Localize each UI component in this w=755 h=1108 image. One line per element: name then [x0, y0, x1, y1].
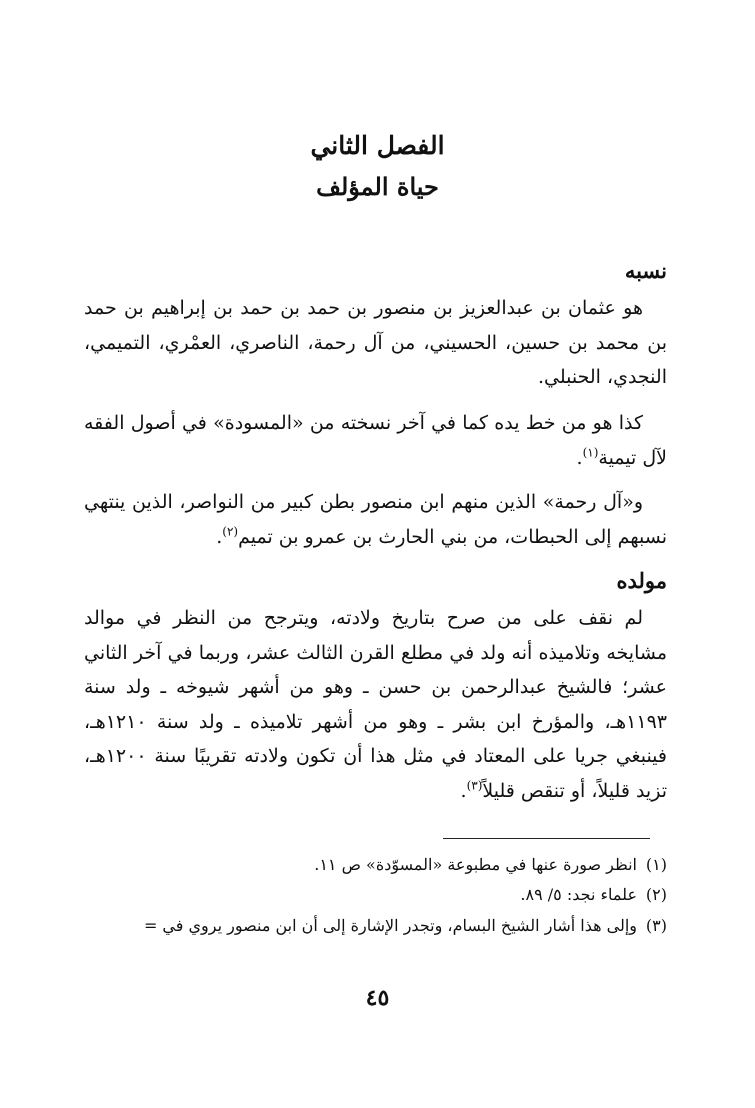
chapter-subtitle: حياة المؤلف	[316, 172, 439, 201]
section-heading-lineage: نسبه	[624, 258, 667, 283]
paragraph-lineage-1	[84, 291, 667, 395]
footnote-divider	[443, 838, 650, 839]
paragraph-text: لم نقف على من صرح بتاريخ ولادته، ويترجح من النظر في موالد مشايخه وتلاميذه أنه ولد في مطلع القرن الثالث عشر، وربما في آخر الثاني عشر؛ فالشيخ عبدالرحمن بن حسن ـ وهو من أشهر شيوخه ـ ولد سنة ١١٩٣هـ، والمؤرخ ابن بشر ـ وهو من أشهر تلاميذه ـ ولد سنة ١٢١٠هـ، فينبغي جريا على المعتاد في مثل هذا أن تكون ولادته تقريبًا سنة ١٢٠٠هـ، تزيد قليلاً، أو تنقص قليلاً	[84, 607, 667, 802]
footnote-number: (٢)	[645, 885, 667, 904]
paragraph-end: .	[460, 779, 467, 802]
footnote-number: (٣)	[645, 916, 667, 935]
footnote-text: وإلى هذا أشار الشيخ البسام، وتجدر الإشارة إلى أن ابن منصور يروي في =	[143, 916, 637, 935]
footnote-3	[84, 912, 667, 940]
paragraph-text: هو عثمان بن عبدالعزيز بن منصور بن حمد بن حمد بن إبراهيم بن حمد بن محمد بن حسين، الحسيني، من آل رحمة، الناصري، العمْري، التميمي، النجدي، الحنبلي.	[84, 297, 667, 388]
section-heading-birth: مولده	[616, 568, 667, 593]
paragraph-end: .	[216, 525, 223, 548]
paragraph-lineage-3	[84, 485, 667, 554]
footnote-ref-1: (١)	[582, 445, 599, 460]
footnote-text: علماء نجد: ٥/ ٨٩.	[520, 885, 637, 904]
footnote-number: (١)	[645, 855, 667, 874]
paragraph-end: .	[576, 446, 583, 469]
footnote-ref-3: (٣)	[466, 778, 483, 793]
page-number: ٤٥	[365, 985, 390, 1011]
footnote-2	[84, 881, 667, 909]
footnote-ref-2: (٢)	[222, 524, 239, 539]
paragraph-birth-1	[84, 601, 667, 808]
paragraph-text: كذا هو من خط يده كما في آخر نسخته من «المسودة» في أصول الفقه لآل تيمية	[84, 412, 667, 469]
footnote-1	[84, 851, 667, 879]
paragraph-text: و«آل رحمة» الذين منهم ابن منصور بطن كبير من النواصر، الذين ينتهي نسبهم إلى الحبطات، من بني الحارث بن عمرو بن تميم	[84, 491, 667, 548]
paragraph-lineage-2	[84, 406, 667, 475]
chapter-title: الفصل الثاني	[310, 131, 445, 160]
footnote-text: انظر صورة عنها في مطبوعة «المسوّدة» ص ١١.	[314, 855, 637, 874]
